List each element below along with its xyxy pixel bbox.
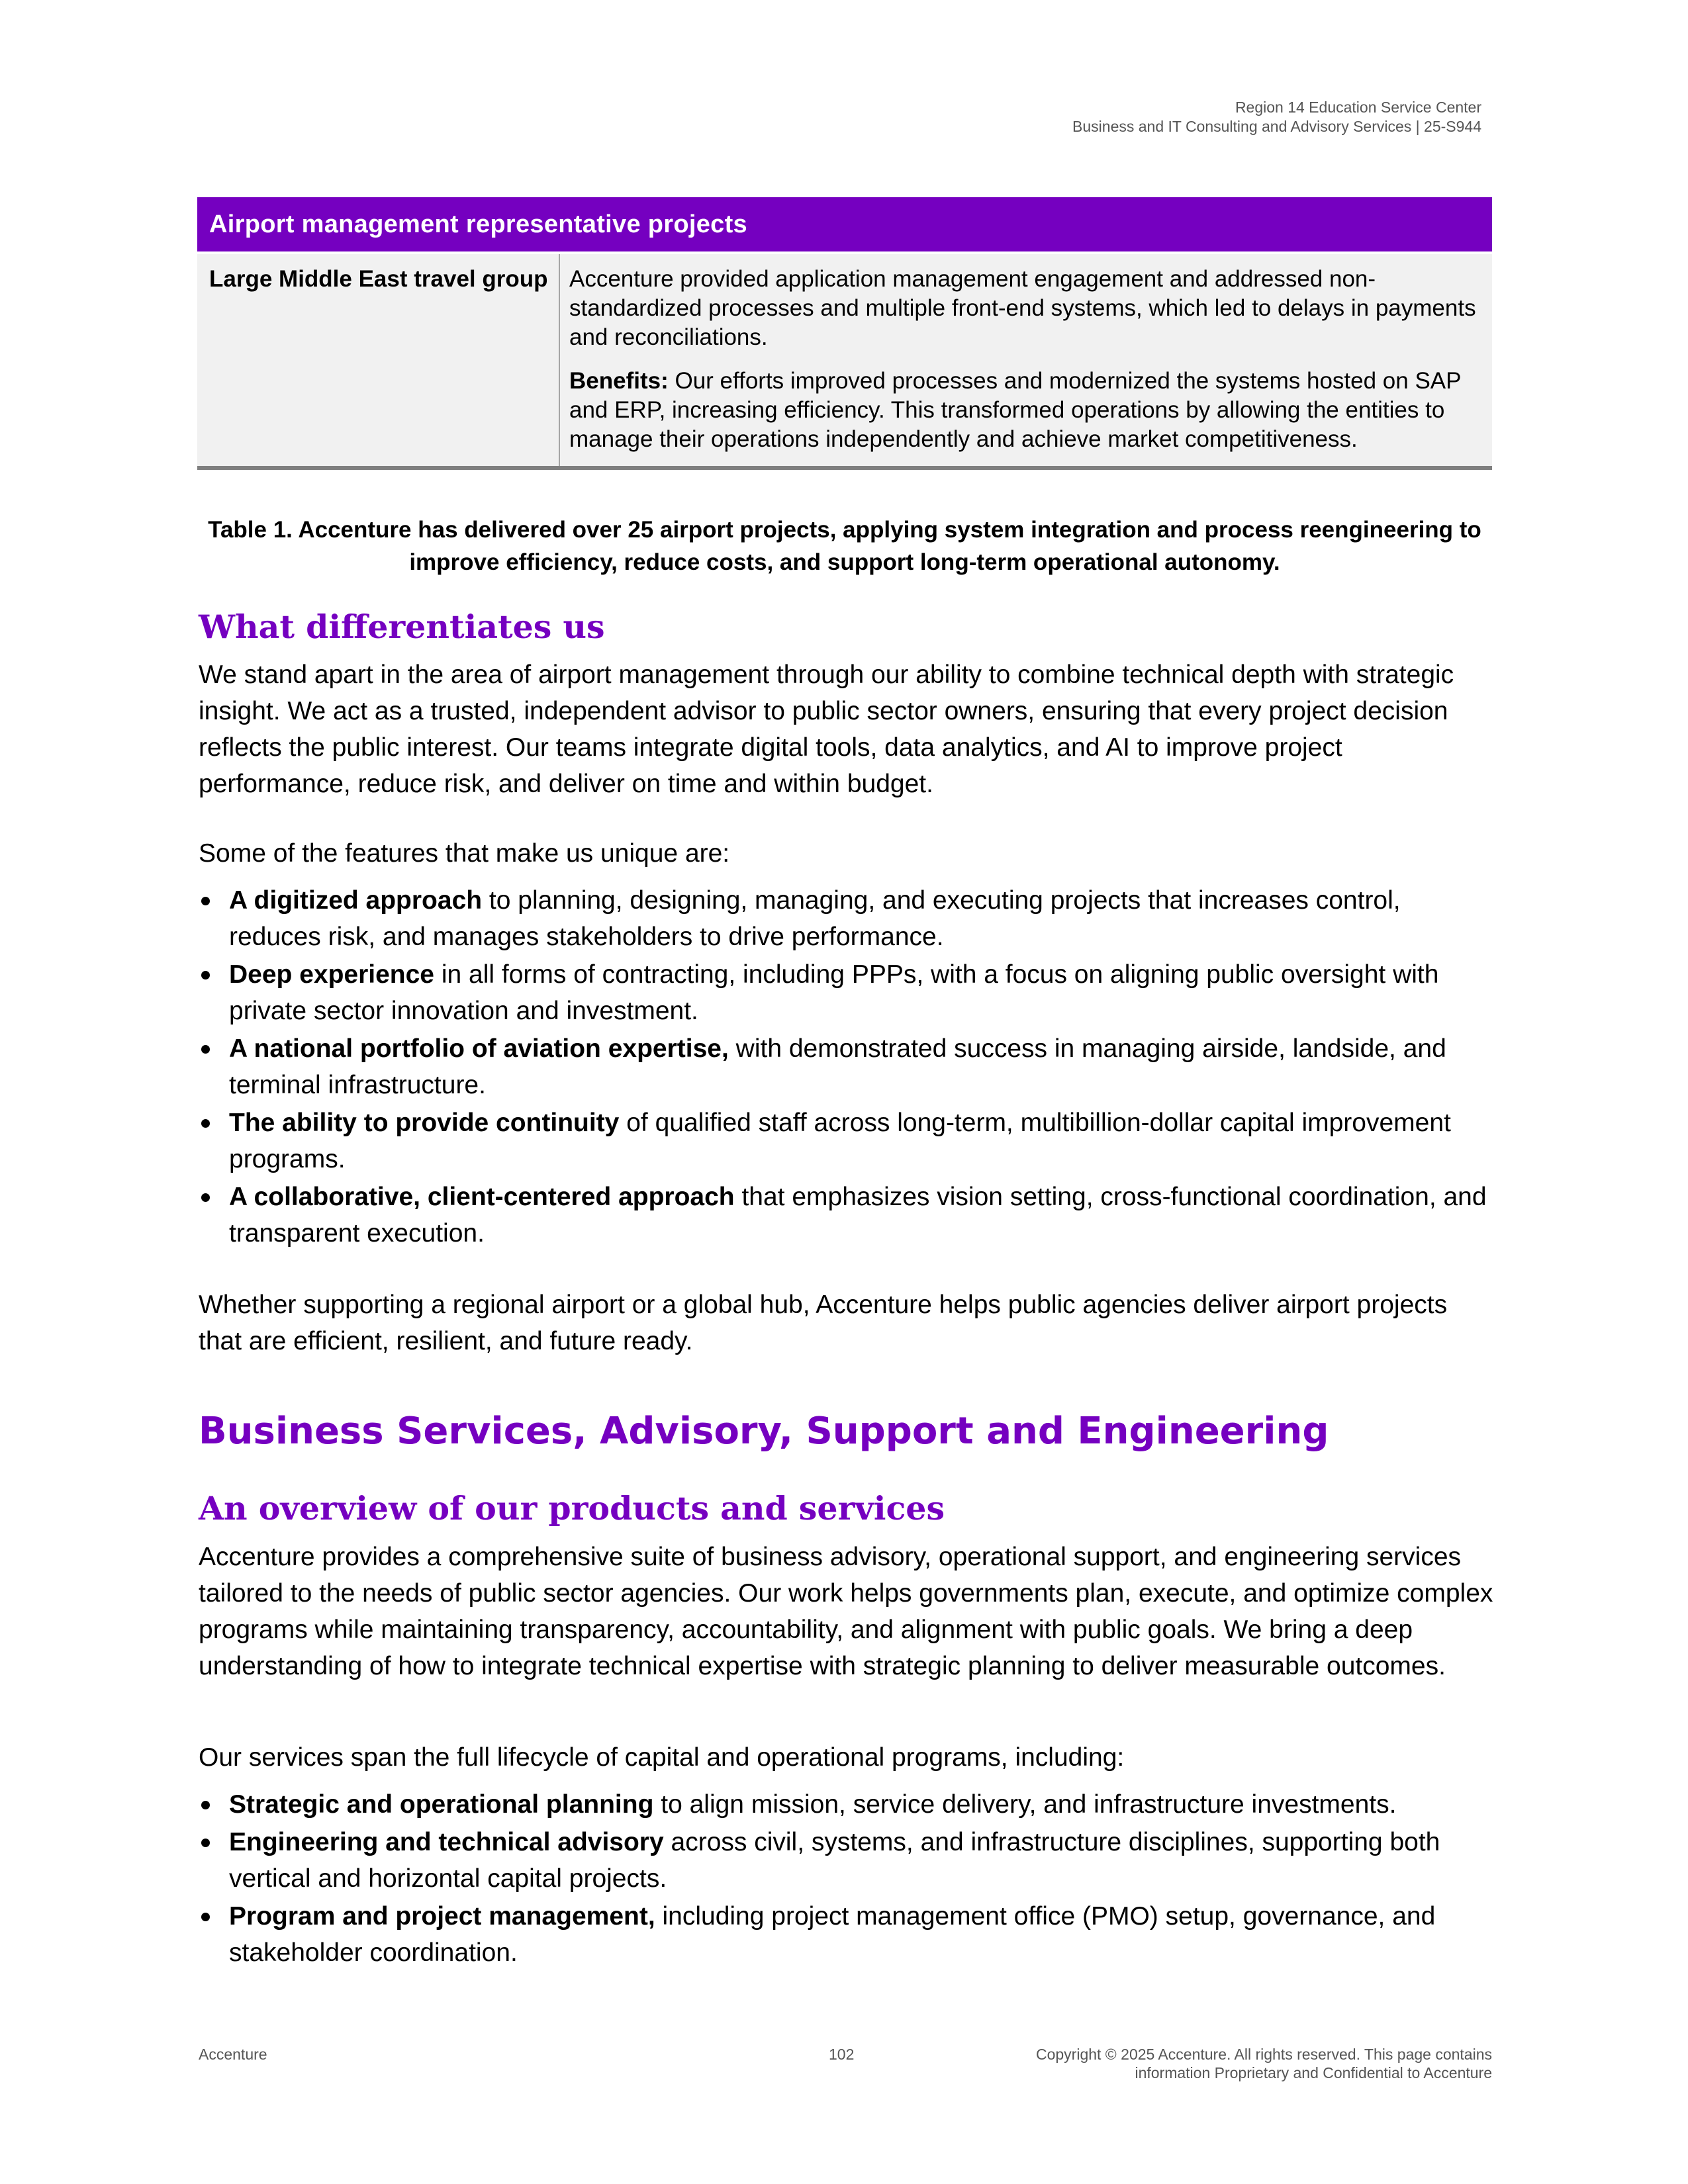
paragraph: Some of the features that make us unique are: <box>199 839 730 868</box>
list-item-lead: Deep experience <box>229 960 435 989</box>
list-item-text: across civil, systems, and infrastructure disciplines, supporting both vertical and horizontal capital projects. <box>229 1828 1440 1893</box>
page-number: 102 <box>829 2046 855 2063</box>
table-cell-description <box>560 254 1492 466</box>
list-item <box>199 1824 1499 1897</box>
list-item-text: in all forms of contracting, including PPPs, with a focus on aligning public oversight with private sector innovation and investment. <box>229 960 1439 1025</box>
header-organization: Region 14 Education Service Center <box>1235 99 1481 116</box>
list-item <box>199 1786 1499 1823</box>
list-item <box>199 1030 1499 1103</box>
section-heading-differentiates: What differentiates us <box>199 608 605 646</box>
paragraph: Whether supporting a regional airport or a global hub, Accenture helps public agencies deliver airport projects that are efficient, resilient, and future ready. <box>199 1291 1448 1355</box>
table-title: Airport management representative projects <box>197 197 1492 251</box>
project-benefits <box>569 367 1479 454</box>
benefits-text: Our efforts improved processes and modernized the systems hosted on SAP and ERP, increasing efficiency. This transformed operations by allowing the entities to manage their operations independently and achieve market competitiveness. <box>569 368 1461 452</box>
footer-company: Accenture <box>199 2046 267 2063</box>
copyright-line: Copyright © 2025 Accenture. All rights reserved. This page contains <box>1035 2046 1492 2063</box>
business-intro <box>199 1539 1496 1684</box>
list-item-text: of qualified staff across long-term, multibillion-dollar capital improvement programs. <box>229 1109 1451 1173</box>
differentiates-intro <box>199 657 1496 802</box>
table-row <box>197 251 1492 470</box>
list-item-lead: A national portfolio of aviation expertise, <box>229 1034 729 1063</box>
benefits-label: Benefits: <box>569 368 669 394</box>
section-heading-business: Business Services, Advisory, Support and Engineering <box>199 1410 1329 1453</box>
page-header <box>1072 98 1481 136</box>
list-item <box>199 1179 1499 1251</box>
projects-table <box>197 197 1492 470</box>
list-item <box>199 1898 1499 1971</box>
list-item <box>199 956 1499 1029</box>
list-item-lead: Engineering and technical advisory <box>229 1828 664 1856</box>
services-list <box>199 1786 1499 1972</box>
paragraph: Accenture provides a comprehensive suite of business advisory, operational support, and engineering services tailored to the needs of public sector agencies. Our work helps governments plan, execute, and optimize complex programs while maintaining transparency, accountability, and alignment with public goals. We bring a deep understanding of how to integrate technical expertise with strategic planning to deliver measurable outcomes. <box>199 1543 1493 1680</box>
list-item-text: to planning, designing, managing, and executing projects that increases control, reduces risk, and manages stakeholders to drive performance. <box>229 886 1401 951</box>
list-item <box>199 1105 1499 1177</box>
project-description: Accenture provided application management engagement and addressed non-standardized processes and multiple front-end systems, which led to delays in payments and reconciliations. <box>569 266 1476 350</box>
list-item-lead: The ability to provide continuity <box>229 1109 620 1137</box>
copyright-line: information Proprietary and Confidential to Accenture <box>1135 2064 1492 2081</box>
header-project: Business and IT Consulting and Advisory Services | 25-S944 <box>1072 118 1481 135</box>
list-item-lead: Program and project management, <box>229 1902 655 1931</box>
list-item-text: to align mission, service delivery, and infrastructure investments. <box>653 1790 1397 1819</box>
differentiates-closing <box>199 1287 1496 1359</box>
table-caption: Table 1. Accenture has delivered over 25 airport projects, applying system integration and process reengineering to improve efficiency, reduce costs, and support long-term operational autonomy. <box>208 517 1481 575</box>
list-item-lead: Strategic and operational planning <box>229 1790 654 1819</box>
list-item <box>199 882 1499 955</box>
subheading-overview: An overview of our products and services <box>199 1489 945 1527</box>
table-cell-client: Large Middle East travel group <box>197 254 560 466</box>
paragraph: We stand apart in the area of airport management through our ability to combine technical depth with strategic insight. We act as a trusted, independent advisor to public sector owners, ensuring that every project decision reflects the public interest. Our teams integrate digital tools, data analytics, and AI to improve project performance, reduce risk, and deliver on time and within budget. <box>199 660 1454 798</box>
list-item-text: that emphasizes vision setting, cross-functional coordination, and transparent execution. <box>229 1183 1487 1248</box>
paragraph: Our services span the full lifecycle of capital and operational programs, including: <box>199 1743 1125 1772</box>
footer-copyright <box>1036 2045 1492 2082</box>
list-item-text: including project management office (PMO) setup, governance, and stakeholder coordination. <box>229 1902 1436 1967</box>
features-intro <box>199 835 1496 872</box>
list-item-text: with demonstrated success in managing airside, landside, and terminal infrastructure. <box>229 1034 1446 1099</box>
features-list <box>199 882 1499 1253</box>
list-item-lead: A collaborative, client-centered approach <box>229 1183 735 1211</box>
list-item-lead: A digitized approach <box>229 886 483 915</box>
services-intro <box>199 1739 1496 1776</box>
